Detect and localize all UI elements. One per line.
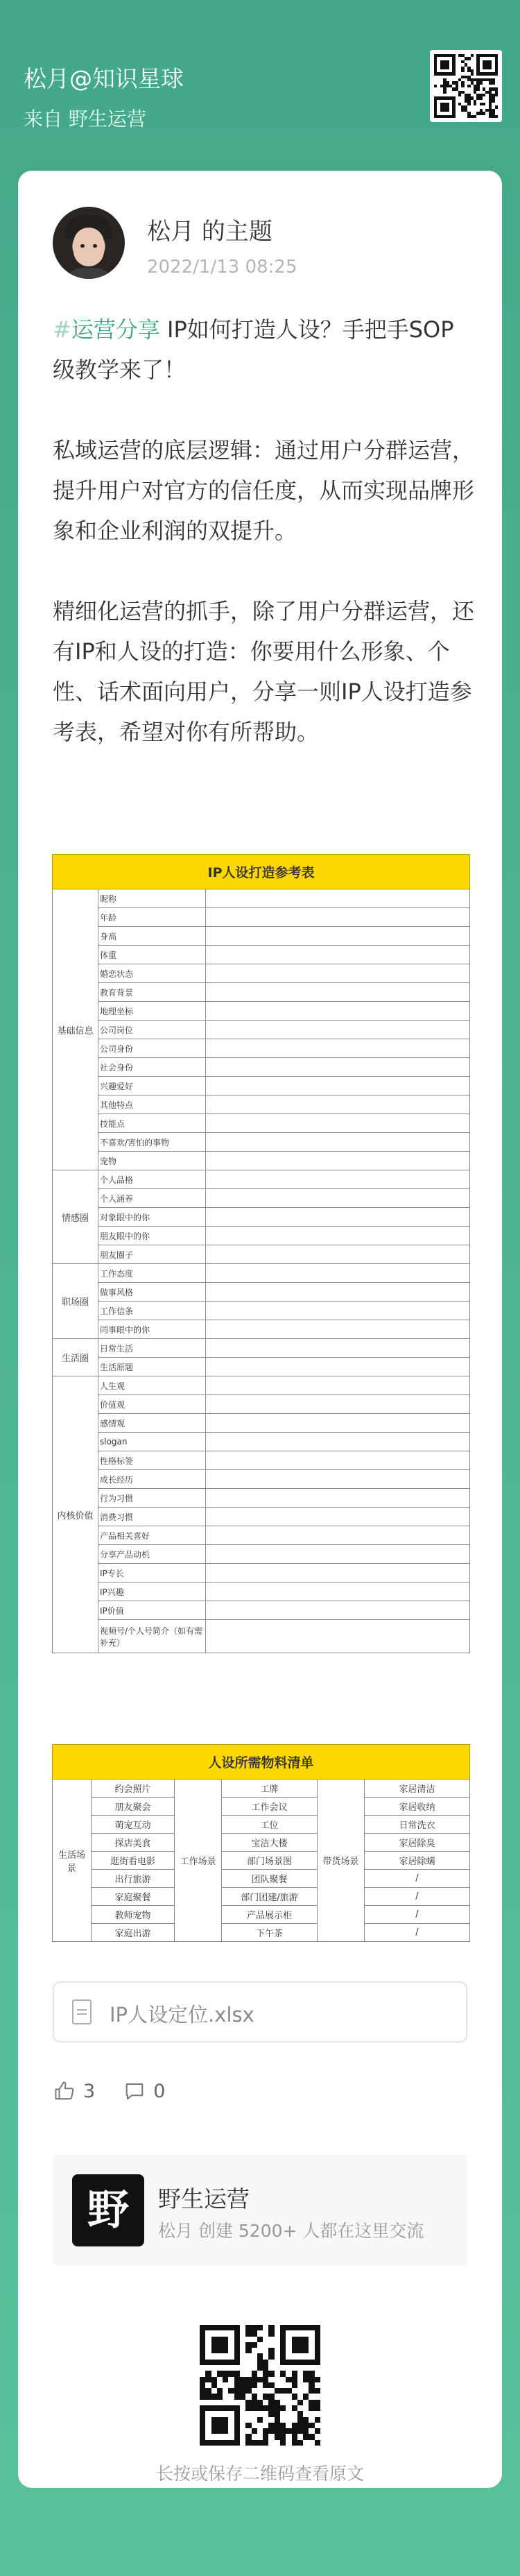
table-row bbox=[53, 908, 470, 927]
item-cell: 朋友圈子 bbox=[98, 1245, 206, 1264]
material-cell: / bbox=[365, 1888, 470, 1906]
table-row bbox=[53, 1870, 470, 1888]
table-row bbox=[53, 927, 470, 946]
item-cell: 公司身份 bbox=[98, 1039, 206, 1058]
table-row bbox=[53, 1798, 470, 1816]
category-cell: 职场圈 bbox=[53, 1264, 98, 1339]
material-cell: 家庭聚餐 bbox=[92, 1888, 175, 1906]
topic-tag[interactable]: 运营分享 bbox=[71, 316, 160, 343]
table-row bbox=[53, 1208, 470, 1227]
item-cell: 人生观 bbox=[98, 1376, 206, 1395]
category-cell: 生活圈 bbox=[53, 1339, 98, 1376]
material-cell: 产品展示柜 bbox=[222, 1906, 318, 1924]
file-icon bbox=[72, 1999, 92, 2024]
material-cell: 萌宠互动 bbox=[92, 1816, 175, 1834]
material-cell: 家居收纳 bbox=[365, 1798, 470, 1816]
table-row bbox=[53, 1470, 470, 1489]
value-cell[interactable] bbox=[206, 983, 470, 1002]
qr-hint: 长按或保存二维码查看原文 bbox=[155, 2464, 364, 2484]
material-cell: 约会照片 bbox=[92, 1780, 175, 1798]
item-cell: 视频号/个人号简介（如有需补充） bbox=[98, 1620, 206, 1653]
thumbs-up-icon[interactable] bbox=[54, 2081, 75, 2101]
item-cell: 消费习惯 bbox=[98, 1508, 206, 1526]
item-cell: 公司岗位 bbox=[98, 1021, 206, 1039]
value-cell[interactable] bbox=[206, 1376, 470, 1395]
item-cell: 社会身份 bbox=[98, 1058, 206, 1077]
table-row bbox=[53, 983, 470, 1002]
item-cell: 其他特点 bbox=[98, 1095, 206, 1114]
group-card[interactable] bbox=[53, 2155, 467, 2266]
table-row bbox=[53, 1021, 470, 1039]
material-cell: / bbox=[365, 1870, 470, 1888]
table-row bbox=[53, 1058, 470, 1077]
category-cell: 内核价值 bbox=[53, 1376, 98, 1653]
material-cell: 探店美食 bbox=[92, 1834, 175, 1852]
table-row bbox=[53, 1114, 470, 1133]
item-cell: 产品相关喜好 bbox=[98, 1526, 206, 1545]
table-row bbox=[53, 1526, 470, 1545]
value-cell[interactable] bbox=[206, 1302, 470, 1320]
value-cell[interactable] bbox=[206, 1152, 470, 1170]
value-cell[interactable] bbox=[206, 1208, 470, 1227]
table-row bbox=[53, 1545, 470, 1564]
value-cell[interactable] bbox=[206, 1470, 470, 1489]
item-cell: 价值观 bbox=[98, 1395, 206, 1414]
scene-cell: 工作场景 bbox=[175, 1780, 222, 1942]
post-card bbox=[18, 171, 502, 2488]
item-cell: IP价值 bbox=[98, 1601, 206, 1620]
item-cell: 兴趣爱好 bbox=[98, 1077, 206, 1095]
qr-code-icon[interactable] bbox=[200, 2325, 320, 2446]
avatar[interactable] bbox=[53, 207, 125, 279]
material-cell: 出行旅游 bbox=[92, 1870, 175, 1888]
planet-title: 松月@知识星球 bbox=[24, 65, 184, 92]
item-cell: 教育背景 bbox=[98, 983, 206, 1002]
item-cell: 个人涵养 bbox=[98, 1189, 206, 1208]
material-cell: 教师宠物 bbox=[92, 1906, 175, 1924]
value-cell[interactable] bbox=[206, 1170, 470, 1189]
category-cell: 情感圈 bbox=[53, 1170, 98, 1264]
value-cell[interactable] bbox=[206, 927, 470, 946]
item-cell: 昵称 bbox=[98, 889, 206, 908]
table-row bbox=[53, 1189, 470, 1208]
value-cell[interactable] bbox=[206, 1564, 470, 1583]
item-cell: slogan bbox=[98, 1433, 206, 1451]
table-row bbox=[53, 964, 470, 983]
value-cell[interactable] bbox=[206, 964, 470, 983]
group-name: 野生运营 bbox=[158, 2185, 250, 2212]
ip-persona-table[interactable] bbox=[52, 854, 470, 1653]
value-cell[interactable] bbox=[206, 1583, 470, 1601]
post-title-text: IP如何打造人设？手把手SOP级教学来了！ bbox=[53, 316, 454, 383]
post-paragraph-2: 精细化运营的抓手，除了用户分群运营，还有IP和人设的打造：你要用什么形象、个性、话术面向用户，分享一则IP人设打造参考表，希望对你有所帮助。 bbox=[53, 598, 475, 745]
qr-code-icon bbox=[430, 50, 502, 122]
post-content bbox=[53, 309, 476, 752]
item-cell: 宠物 bbox=[98, 1152, 206, 1170]
value-cell[interactable] bbox=[206, 1601, 470, 1620]
value-cell[interactable] bbox=[206, 1227, 470, 1245]
value-cell[interactable] bbox=[206, 1489, 470, 1508]
value-cell[interactable] bbox=[206, 946, 470, 964]
page-header bbox=[0, 0, 520, 167]
table-row bbox=[53, 946, 470, 964]
category-cell: 基础信息 bbox=[53, 889, 98, 1170]
material-cell: 逛街看电影 bbox=[92, 1852, 175, 1870]
table-row bbox=[53, 1302, 470, 1320]
hash-symbol: # bbox=[53, 316, 71, 343]
material-cell: 日常洗衣 bbox=[365, 1816, 470, 1834]
item-cell: 性格标签 bbox=[98, 1451, 206, 1470]
like-count: 3 bbox=[83, 2080, 96, 2102]
group-description: 松月 创建 5200+ 人都在这里交流 bbox=[158, 2221, 424, 2241]
value-cell[interactable] bbox=[206, 1433, 470, 1451]
value-cell[interactable] bbox=[206, 1508, 470, 1526]
value-cell[interactable] bbox=[206, 1002, 470, 1021]
item-cell: 身高 bbox=[98, 927, 206, 946]
table-title: 人设所需物料清单 bbox=[53, 1745, 470, 1780]
material-cell: / bbox=[365, 1924, 470, 1942]
table-row bbox=[53, 1264, 470, 1283]
table-row bbox=[53, 1620, 470, 1653]
table-row bbox=[53, 1489, 470, 1508]
item-cell: 年龄 bbox=[98, 908, 206, 927]
value-cell[interactable] bbox=[206, 1283, 470, 1302]
table-row bbox=[53, 1906, 470, 1924]
value-cell[interactable] bbox=[206, 1245, 470, 1264]
materials-table[interactable] bbox=[52, 1744, 470, 1942]
item-cell: 地理坐标 bbox=[98, 1002, 206, 1021]
comment-icon[interactable] bbox=[124, 2081, 145, 2101]
material-cell: 部门团建/旅游 bbox=[222, 1888, 318, 1906]
table-row bbox=[53, 1376, 470, 1395]
table-row bbox=[53, 1508, 470, 1526]
material-cell: 部门场景图 bbox=[222, 1852, 318, 1870]
value-cell[interactable] bbox=[206, 1358, 470, 1376]
item-cell: 朋友眼中的你 bbox=[98, 1227, 206, 1245]
material-cell: 工牌 bbox=[222, 1780, 318, 1798]
table-row bbox=[53, 889, 470, 908]
table-row bbox=[53, 1451, 470, 1470]
item-cell: 行为习惯 bbox=[98, 1489, 206, 1508]
table-row bbox=[53, 1320, 470, 1339]
source-label: 来自 野生运营 bbox=[24, 108, 146, 130]
comment-count: 0 bbox=[153, 2080, 166, 2102]
material-cell: 工作会议 bbox=[222, 1798, 318, 1816]
item-cell: 不喜欢/害怕的事物 bbox=[98, 1133, 206, 1152]
value-cell[interactable] bbox=[206, 889, 470, 908]
table-row bbox=[53, 1245, 470, 1264]
item-cell: IP专长 bbox=[98, 1564, 206, 1583]
table-row bbox=[53, 1227, 470, 1245]
file-attachment[interactable] bbox=[53, 1981, 467, 2042]
value-cell[interactable] bbox=[206, 1095, 470, 1114]
item-cell: 分享产品动机 bbox=[98, 1545, 206, 1564]
material-cell: 宝洁大楼 bbox=[222, 1834, 318, 1852]
file-name: IP人设定位.xlsx bbox=[110, 2003, 254, 2027]
table-row bbox=[53, 1433, 470, 1451]
table-title: IP人设打造参考表 bbox=[53, 855, 470, 889]
value-cell[interactable] bbox=[206, 1414, 470, 1433]
table-row bbox=[53, 1152, 470, 1170]
value-cell[interactable] bbox=[206, 1395, 470, 1414]
item-cell: 婚恋状态 bbox=[98, 964, 206, 983]
item-cell: 个人品格 bbox=[98, 1170, 206, 1189]
author-name[interactable]: 松月 的主题 bbox=[147, 218, 272, 246]
table-row bbox=[53, 1583, 470, 1601]
item-cell: 感情观 bbox=[98, 1414, 206, 1433]
table-row bbox=[53, 1852, 470, 1870]
material-cell: 工位 bbox=[222, 1816, 318, 1834]
table-row bbox=[53, 1133, 470, 1152]
value-cell[interactable] bbox=[206, 1339, 470, 1358]
value-cell[interactable] bbox=[206, 1133, 470, 1152]
value-cell[interactable] bbox=[206, 1264, 470, 1283]
post-stats bbox=[54, 2077, 194, 2105]
material-cell: / bbox=[365, 1906, 470, 1924]
value-cell[interactable] bbox=[206, 908, 470, 927]
value-cell[interactable] bbox=[206, 1545, 470, 1564]
table-row bbox=[53, 1924, 470, 1942]
scene-cell: 生活场景 bbox=[53, 1780, 92, 1942]
scene-cell: 带货场景 bbox=[318, 1780, 365, 1942]
material-cell: 朋友聚会 bbox=[92, 1798, 175, 1816]
material-cell: 家居除臭 bbox=[365, 1834, 470, 1852]
table-row bbox=[53, 1780, 470, 1798]
material-cell: 家居清洁 bbox=[365, 1780, 470, 1798]
value-cell[interactable] bbox=[206, 1058, 470, 1077]
material-cell: 家庭出游 bbox=[92, 1924, 175, 1942]
table-row bbox=[53, 1170, 470, 1189]
value-cell[interactable] bbox=[206, 1114, 470, 1133]
value-cell[interactable] bbox=[206, 1021, 470, 1039]
value-cell[interactable] bbox=[206, 1620, 470, 1653]
table-row bbox=[53, 1039, 470, 1058]
table-row bbox=[53, 1414, 470, 1433]
item-cell: 同事眼中的你 bbox=[98, 1320, 206, 1339]
table-row bbox=[53, 1564, 470, 1583]
value-cell[interactable] bbox=[206, 1526, 470, 1545]
material-cell: 家居除螨 bbox=[365, 1852, 470, 1870]
table-row bbox=[53, 1095, 470, 1114]
table-row bbox=[53, 1077, 470, 1095]
group-logo: 野 bbox=[72, 2174, 144, 2246]
material-cell: 下午茶 bbox=[222, 1924, 318, 1942]
value-cell[interactable] bbox=[206, 1320, 470, 1339]
table-row bbox=[53, 1816, 470, 1834]
value-cell[interactable] bbox=[206, 1189, 470, 1208]
table-row bbox=[53, 1358, 470, 1376]
table-row bbox=[53, 1283, 470, 1302]
item-cell: 日常生活 bbox=[98, 1339, 206, 1358]
item-cell: IP兴趣 bbox=[98, 1583, 206, 1601]
value-cell[interactable] bbox=[206, 1451, 470, 1470]
item-cell: 做事风格 bbox=[98, 1283, 206, 1302]
item-cell: 工作态度 bbox=[98, 1264, 206, 1283]
item-cell: 对象眼中的你 bbox=[98, 1208, 206, 1227]
item-cell: 成长经历 bbox=[98, 1470, 206, 1489]
item-cell: 体重 bbox=[98, 946, 206, 964]
table-row bbox=[53, 1888, 470, 1906]
item-cell: 工作信条 bbox=[98, 1302, 206, 1320]
table-row bbox=[53, 1002, 470, 1021]
post-paragraph-1: 私域运营的底层逻辑：通过用户分群运营，提升用户对官方的信任度，从而实现品牌形象和企业利润的双提升。 bbox=[53, 437, 475, 544]
table-row bbox=[53, 1601, 470, 1620]
table-row bbox=[53, 1395, 470, 1414]
item-cell: 技能点 bbox=[98, 1114, 206, 1133]
post-date: 2022/1/13 08:25 bbox=[147, 257, 297, 278]
table-row bbox=[53, 1339, 470, 1358]
value-cell[interactable] bbox=[206, 1077, 470, 1095]
table-row bbox=[53, 1834, 470, 1852]
value-cell[interactable] bbox=[206, 1039, 470, 1058]
item-cell: 生活原题 bbox=[98, 1358, 206, 1376]
material-cell: 团队聚餐 bbox=[222, 1870, 318, 1888]
